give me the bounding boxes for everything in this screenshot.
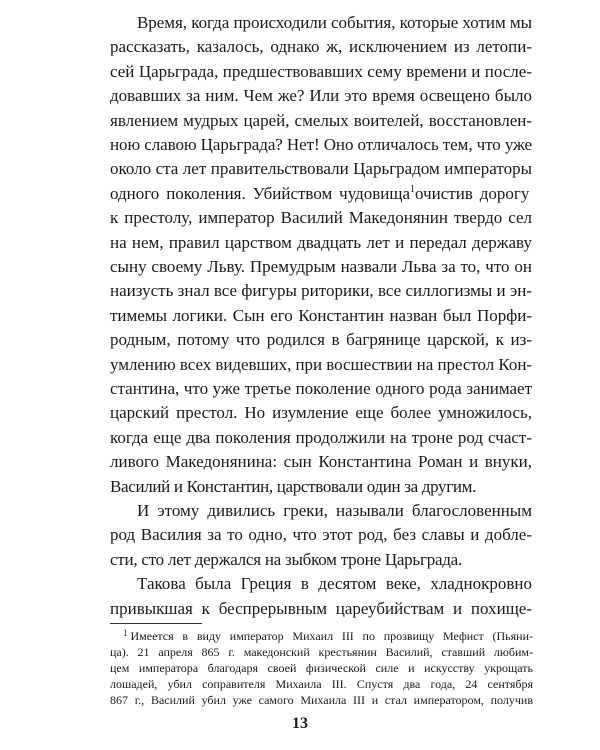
- line-text: около ста лет правительствовали Царьградом императоры: [110, 159, 532, 179]
- line-text: привыкшая к беспрерывным цареубийствам и похище-: [110, 598, 532, 618]
- text-line: [0, 400, 600, 426]
- line-text: на нем, правил царством двадцать лет и передал державу: [110, 232, 532, 252]
- text-line: [0, 498, 600, 524]
- text-line: [0, 181, 600, 207]
- line-text: умлению всех видевших, при восшествии на престол Кон-: [110, 354, 532, 374]
- footnote-line: [0, 628, 600, 645]
- text-line: [0, 522, 600, 548]
- line-text-with-footnote: [110, 181, 529, 207]
- footnote-text: лошадей, убил соправителя Михаила III. Спустя два года, 24 сентября: [110, 677, 533, 691]
- footnote-first-line: [123, 628, 533, 645]
- footnote-text: цем императора благодаря своей физической силе и искусству укрощать: [110, 661, 533, 675]
- line-text: ною славою Царьграда? Нет! Оно отличалось тем, что уже: [110, 135, 532, 154]
- text-line: [0, 59, 600, 85]
- text-line: [0, 278, 600, 304]
- footnote-text: Имеется в виду император Михаил III по прозвищу Мефист (Пьяни-: [130, 629, 533, 643]
- text-line: [0, 205, 600, 231]
- text-line: [0, 547, 600, 573]
- text-line: [0, 571, 600, 597]
- line-text: И этому дивились греки, называли благословенным: [137, 501, 532, 520]
- line-text: явлением мудрых царей, смелых воителей, восстановлен-: [110, 110, 532, 130]
- text-line: [0, 34, 600, 60]
- line-text: наизусть знал все фигуры риторики, все силлогизмы и эн-: [110, 281, 532, 301]
- footnote-line: [0, 676, 600, 692]
- footnote-marker: 1: [123, 628, 128, 638]
- line-text: к престолу, император Василий Македонянин твердо сел: [110, 208, 532, 228]
- line-text: очистив дорогу: [415, 183, 530, 203]
- line-text: одного поколения. Убийством чудовища: [110, 183, 411, 203]
- text-line: [0, 10, 600, 36]
- line-text: сыну своему Льву. Премудрым назвали Льва за то, что он: [110, 257, 532, 276]
- text-line: [0, 303, 600, 329]
- text-line: [0, 108, 600, 134]
- text-line: [0, 254, 600, 280]
- line-text: Время, когда происходили события, которые хотим мы: [137, 13, 532, 32]
- line-text: Василий и Константин, царствовали один за другим.: [110, 476, 476, 496]
- text-line: [0, 425, 600, 451]
- text-line: [0, 83, 600, 109]
- line-text: довавших за ним. Чем же? Или это время освещено было: [110, 86, 532, 106]
- footnote-line: [0, 660, 600, 676]
- line-text: стантина, что уже третье поколение одного рода занимает: [110, 379, 532, 398]
- text-line: [0, 156, 600, 182]
- text-line: [0, 596, 600, 622]
- line-text: сей Царьграда, предшествовавших сему времени и после-: [110, 61, 532, 81]
- text-line: [0, 132, 600, 158]
- text-line: [0, 352, 600, 378]
- footnote-text: 867 г., Василий убил уже самого Михаила III и стал императором, получив: [110, 693, 533, 707]
- footnote-line: [0, 692, 600, 708]
- page-number: 13: [292, 715, 308, 732]
- footnote-line: [0, 644, 600, 660]
- footnote-reference[interactable]: 1: [410, 183, 416, 195]
- line-text: родным, потому что родился в багрянице царской, к из-: [110, 330, 532, 350]
- line-text: Такова была Греция в десятом веке, хладнокровно: [137, 574, 532, 594]
- line-text: рассказать, казалось, однако ж, исключением из летопи-: [110, 37, 532, 57]
- footnote-text: ца). 21 апреля 865 г. македонский крестьянин Василий, ставший любим-: [110, 645, 533, 659]
- text-line: [0, 474, 600, 500]
- line-text: тимемы логики. Сын его Константин назван был Порфи-: [110, 305, 532, 325]
- line-text: сти, сто лет держался на зыбком троне Царьграда.: [110, 549, 462, 569]
- line-text: когда еще два поколения продолжили на троне род счаст-: [110, 427, 532, 447]
- text-line: [0, 327, 600, 353]
- text-line: [0, 376, 600, 402]
- line-text: царский престол. Но изумление еще более умножилось,: [110, 403, 532, 423]
- text-line: [0, 230, 600, 256]
- text-line: [0, 449, 600, 475]
- line-text: ливого Македонянина: сын Константина Роман и внуки,: [110, 452, 532, 472]
- line-text: род Василия за то одно, что этот род, без славы и добле-: [110, 525, 532, 545]
- footnote-rule: [110, 623, 202, 624]
